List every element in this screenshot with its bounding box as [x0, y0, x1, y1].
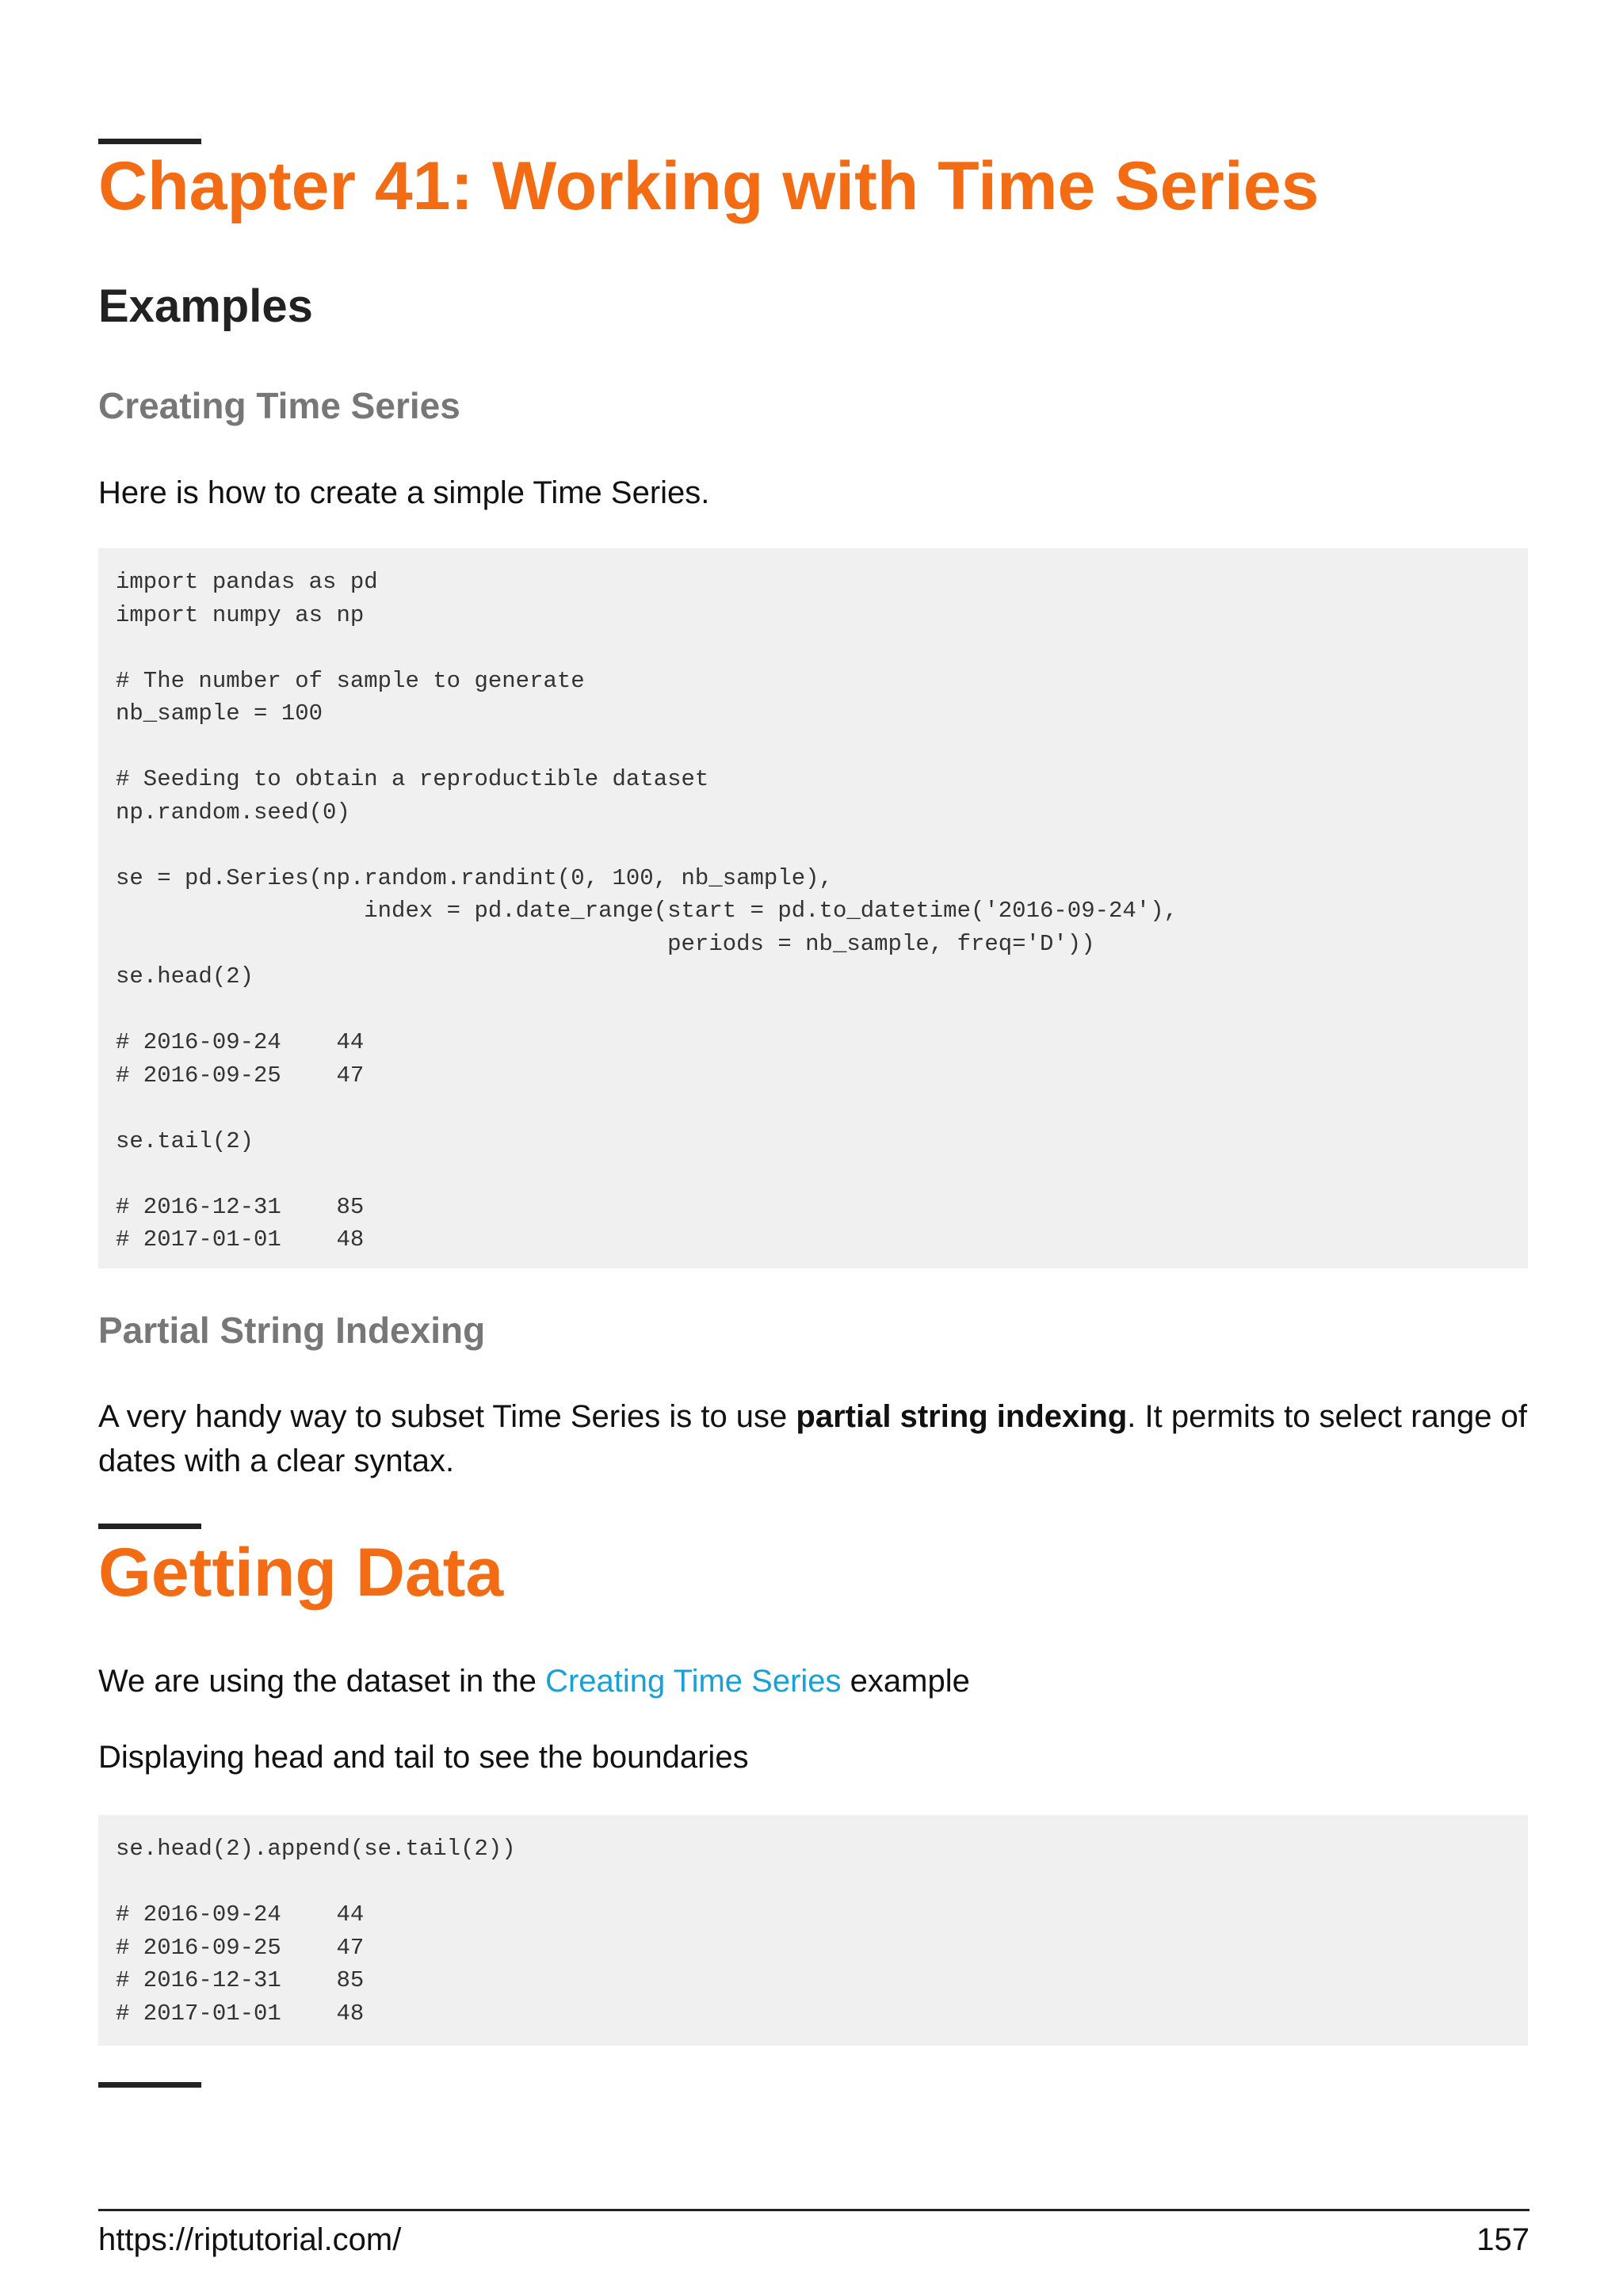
section-end-rule — [98, 2082, 201, 2088]
creating-code: import pandas as pd import numpy as np # The number of sample to generate nb_sample = 100 # Seeding to obtain a reproductible dataset np.random.seed(0) se = pd.Series(np.random.randint(0, 100, nb_sample), index = pd.date_range(start = pd.to_datetime('2016-09-24'), periods = nb_sample, freq='D')) se.head(2) # 2016-09-24 44 # 2016-09-25 47 se.tail(2) # 2016-12-31 85 # 2017-01-01 48 — [116, 569, 1178, 1253]
footer-divider — [98, 2209, 1529, 2211]
creating-intro-text: Here is how to create a simple Time Series. — [98, 475, 710, 510]
footer-page-number: 157 — [1476, 2222, 1529, 2257]
footer-url: https://riptutorial.com/ — [98, 2222, 402, 2257]
getting-data-para1 — [98, 1659, 1528, 1703]
getting-data-title: Getting Data — [98, 1535, 504, 1611]
partial-string-indexing-heading: Partial String Indexing — [98, 1310, 486, 1351]
getting-para1-after: example — [841, 1664, 970, 1699]
getting-code: se.head(2).append(se.tail(2)) # 2016-09-24 44 # 2016-09-25 47 # 2016-12-31 85 # 2017-01-01 48 — [116, 1836, 516, 2027]
partial-text-before: A very handy way to subset Time Series is to use — [98, 1399, 796, 1434]
partial-text-after: . It permits to select range of dates with a clear syntax. — [98, 1399, 1527, 1478]
chapter-title-rule — [98, 139, 201, 144]
document-page — [98, 0, 1528, 2296]
getting-code-block — [98, 1815, 1528, 2046]
creating-time-series-heading: Creating Time Series — [98, 385, 460, 426]
getting-data-para2: Displaying head and tail to see the boundaries — [98, 1740, 749, 1775]
creating-time-series-link[interactable]: Creating Time Series — [545, 1664, 842, 1699]
chapter-title: Chapter 41: Working with Time Series — [98, 148, 1319, 224]
partial-string-indexing-text — [98, 1394, 1528, 1483]
creating-code-block — [98, 548, 1528, 1268]
partial-text-bold: partial string indexing — [796, 1399, 1128, 1434]
getting-para1-before: We are using the dataset in the — [98, 1664, 546, 1699]
examples-heading: Examples — [98, 280, 313, 332]
getting-data-rule — [98, 1524, 201, 1529]
